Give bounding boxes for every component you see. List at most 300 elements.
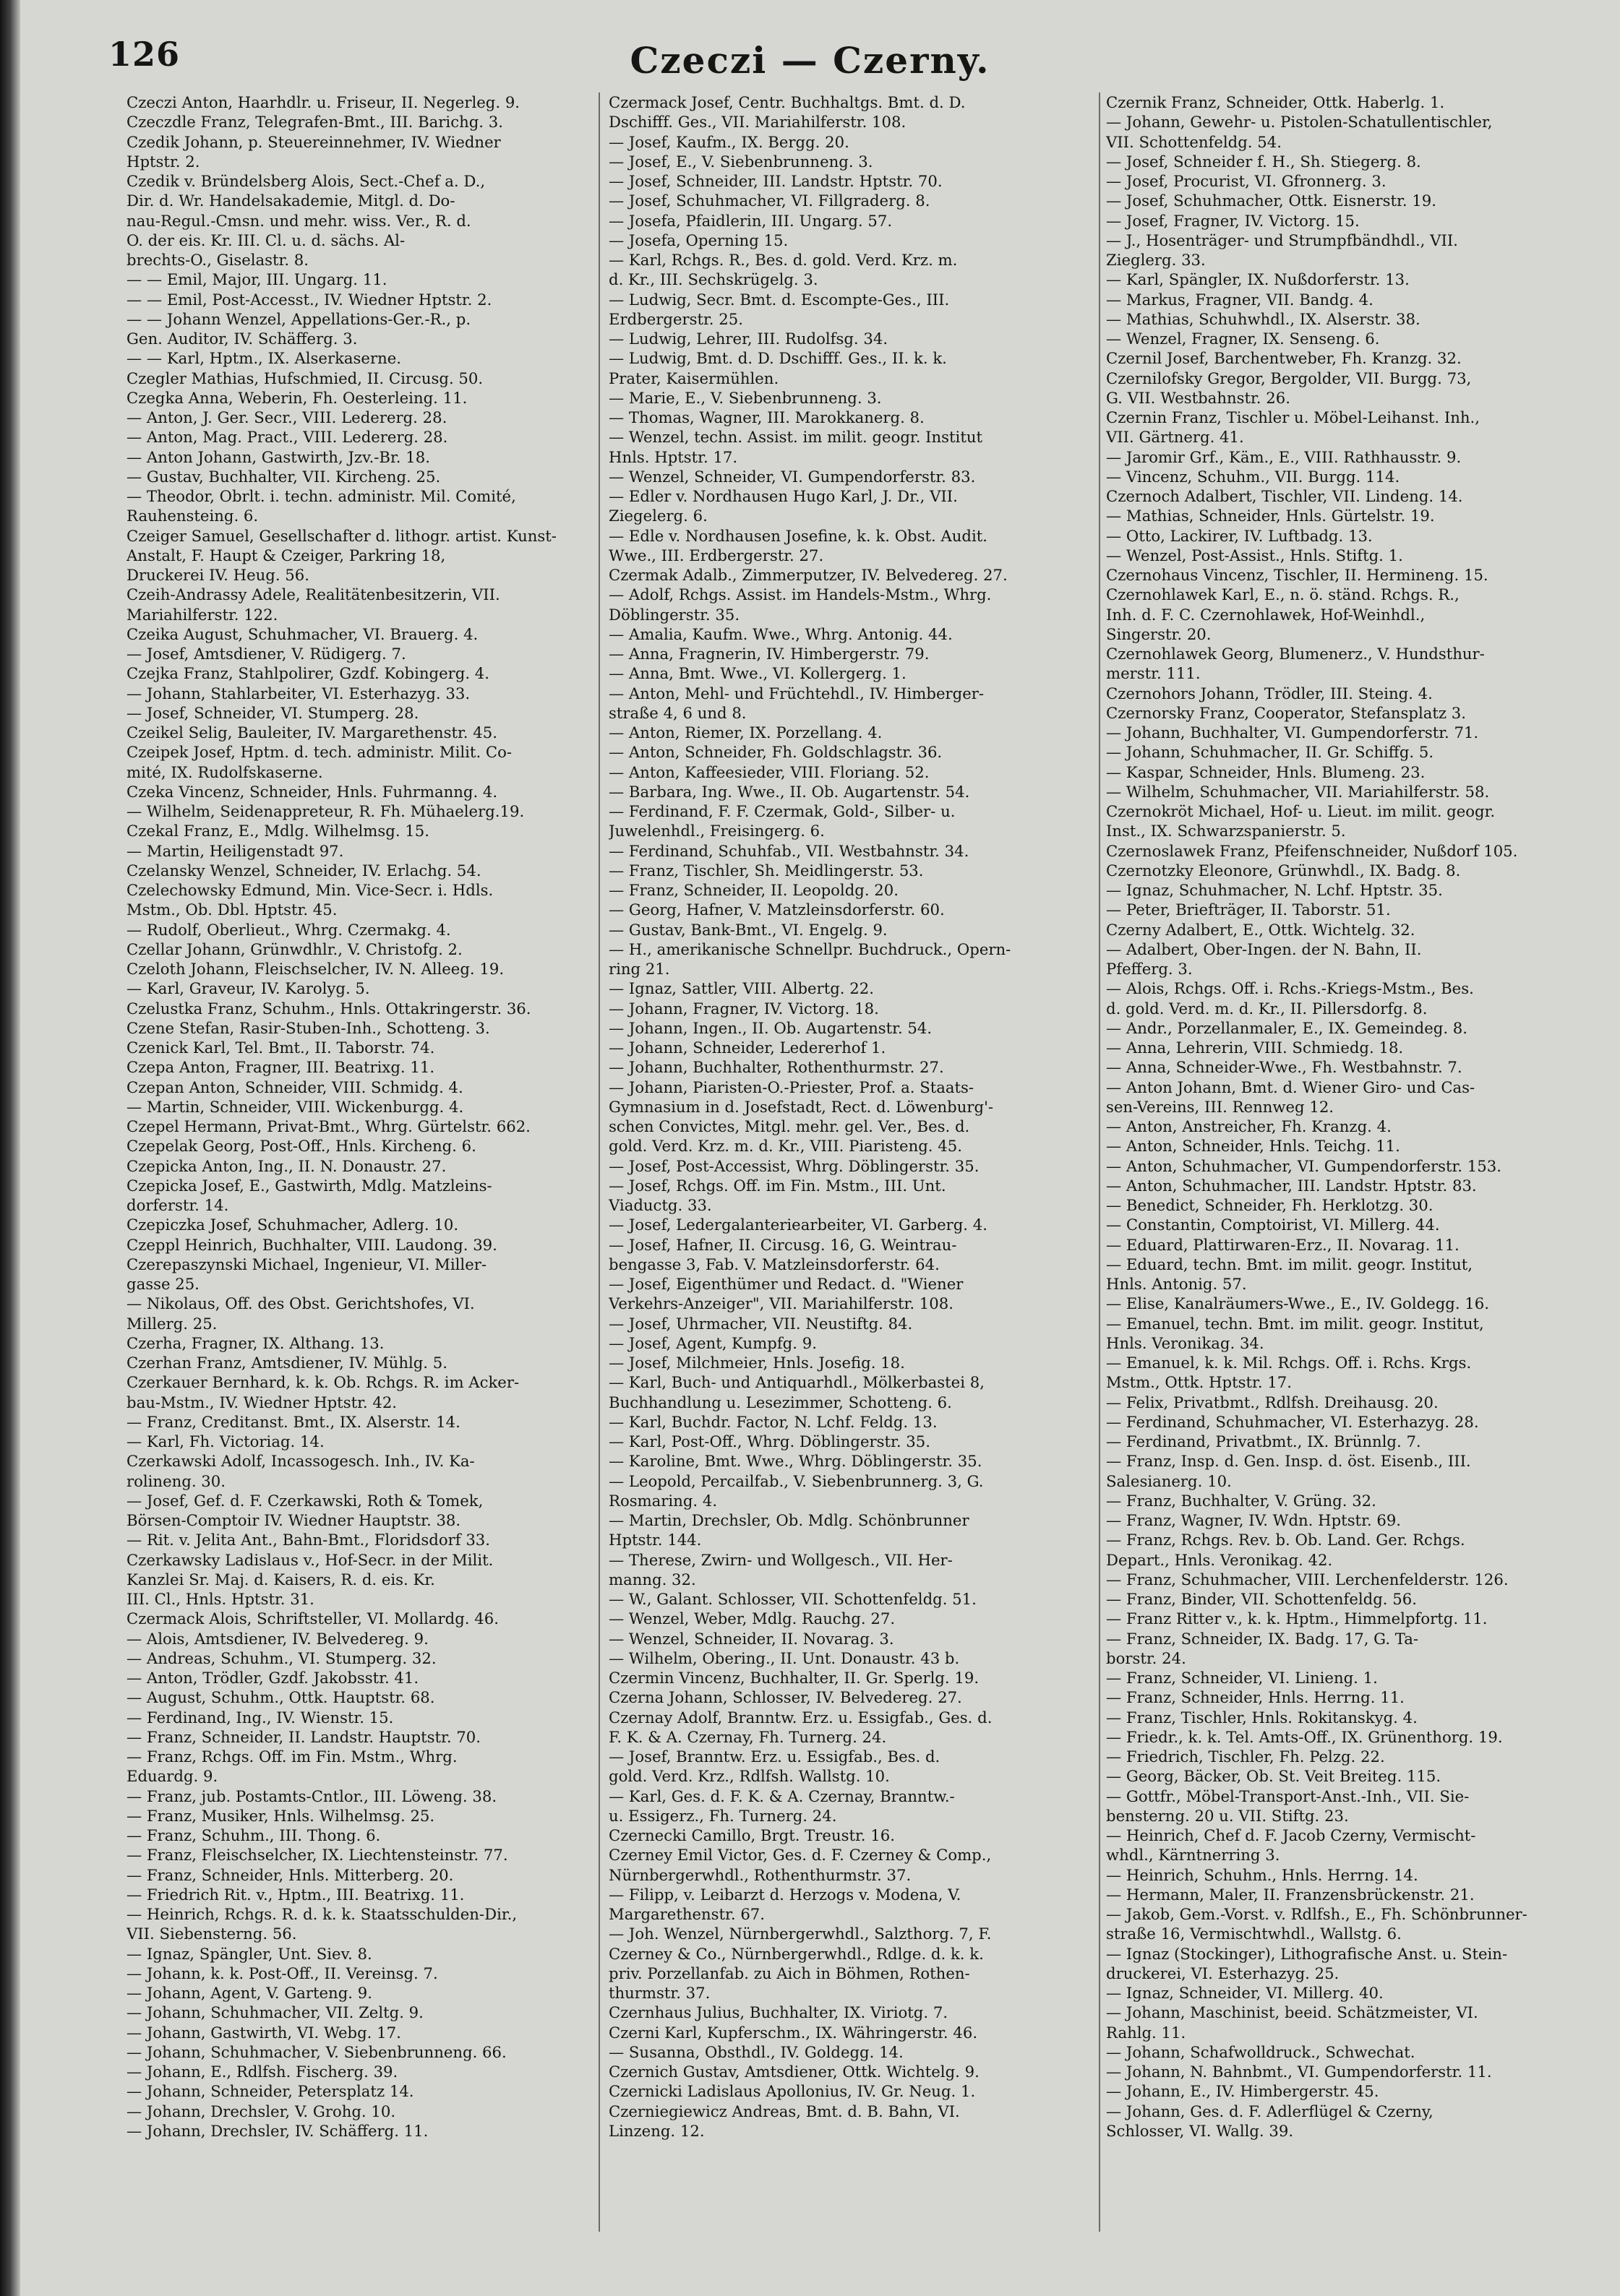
directory-line: — Wenzel, Schneider, VI. Gumpendorferstr. 83. xyxy=(609,467,976,486)
directory-line: Czelechowsky Edmund, Min. Vice-Secr. i. Hdls. xyxy=(127,881,494,899)
directory-line: Singerstr. 20. xyxy=(1106,624,1212,643)
directory-line: — Franz, Fleischselcher, IX. Liechtensteinstr. 77. xyxy=(127,1846,508,1865)
column-divider xyxy=(599,93,600,2232)
directory-line: Czernin Franz, Tischler u. Möbel-Leihanst. Inh., xyxy=(1106,408,1480,426)
directory-line: — Josef, Ledergalanteriearbeiter, VI. Garberg. 4. xyxy=(609,1216,987,1234)
directory-line: Kanzlei Sr. Maj. d. Kaisers, R. d. eis. Kr. xyxy=(127,1570,435,1588)
directory-line: Czermack Alois, Schriftsteller, VI. Mollardg. 46. xyxy=(127,1609,499,1628)
directory-line: Czernoslawek Franz, Pfeifenschneider, Nußdorf 105. xyxy=(1106,841,1518,860)
directory-line: — Karl, Ges. d. F. K. & A. Czernay, Branntw.- xyxy=(609,1787,955,1805)
directory-line: — Anton, Schuhmacher, VI. Gumpendorferstr. 153. xyxy=(1106,1156,1501,1175)
directory-line: — Constantin, Comptoirist, VI. Millerg. 44. xyxy=(1106,1216,1440,1234)
directory-line: Döblingerstr. 35. xyxy=(609,605,740,624)
directory-line: Czernohlawek Georg, Blumenerz., V. Hundsthur- xyxy=(1106,645,1485,663)
directory-line: Erdbergerstr. 25. xyxy=(609,309,743,328)
directory-line: — Ferdinand, Schuhfab., VII. Westbahnstr. 34. xyxy=(609,841,969,860)
directory-line: — Wilhelm, Seidenappreteur, R. Fh. Mühaelerg.19. xyxy=(127,802,525,820)
directory-line: d. gold. Verd. m. d. Kr., II. Pillersdorfg. 8. xyxy=(1106,999,1428,1018)
directory-line: — Franz, Rchgs. Rev. b. Ob. Land. Ger. Rchgs. xyxy=(1106,1531,1465,1549)
directory-line: Depart., Hnls. Veronikag. 42. xyxy=(1106,1550,1333,1569)
directory-line: — Gustav, Buchhalter, VII. Kircheng. 25. xyxy=(127,467,441,486)
directory-line: — Franz, Schuhm., III. Thong. 6. xyxy=(127,1826,381,1844)
directory-line: — Josef, Fragner, IV. Victorg. 15. xyxy=(1106,211,1360,230)
directory-line: Czeppl Heinrich, Buchhalter, VIII. Laudong. 39. xyxy=(127,1235,497,1254)
directory-line: G. VII. Westbahnstr. 26. xyxy=(1106,388,1290,407)
directory-line: Czepiczka Josef, Schuhmacher, Adlerg. 10. xyxy=(127,1216,459,1234)
directory-line: priv. Porzellanfab. zu Aich in Böhmen, Rothen- xyxy=(609,1964,970,1982)
directory-line: — Ferdinand, F. F. Czermak, Gold-, Silber- u. xyxy=(609,802,956,820)
directory-line: bensterng. 20 u. VII. Stiftg. 23. xyxy=(1106,1806,1349,1825)
directory-line: bengasse 3, Fab. V. Matzleinsdorferstr. 64. xyxy=(609,1255,940,1273)
directory-line: — Andreas, Schuhm., VI. Stumperg. 32. xyxy=(127,1648,437,1667)
directory-line: — Eduard, Plattirwaren-Erz., II. Novarag. 11. xyxy=(1106,1235,1460,1254)
directory-line: — Franz, Schneider, Hnls. Mitterberg. 20. xyxy=(127,1865,454,1884)
directory-line: — Friedrich, Tischler, Fh. Pelzg. 22. xyxy=(1106,1747,1385,1766)
directory-line: — Ignaz, Spängler, Unt. Siev. 8. xyxy=(127,1944,372,1963)
directory-line: — Johann, Agent, V. Garteng. 9. xyxy=(127,1984,372,2002)
directory-line: Hnls. Veronikag. 34. xyxy=(1106,1333,1264,1352)
directory-line: — H., amerikanische Schnellpr. Buchdruck., Opern- xyxy=(609,940,1011,958)
directory-line: Czermak Adalb., Zimmerputzer, IV. Belvedereg. 27. xyxy=(609,566,1008,584)
directory-line: III. Cl., Hnls. Hptstr. 31. xyxy=(127,1590,314,1608)
directory-line: VII. Siebensterng. 56. xyxy=(127,1925,297,1943)
directory-line: — Karl, Buchdr. Factor, N. Lchf. Feldg. 13. xyxy=(609,1412,938,1431)
column-middle xyxy=(609,93,1094,2261)
directory-line: — Wilhelm, Obering., II. Unt. Donaustr. 43 b. xyxy=(609,1648,960,1667)
directory-line: VII. Gärtnerg. 41. xyxy=(1106,428,1244,447)
directory-line: Mstm., Ob. Dbl. Hptstr. 45. xyxy=(127,900,338,919)
directory-line: — Karl, Buch- und Antiquarhdl., Mölkerbastei 8, xyxy=(609,1373,985,1392)
directory-line: VII. Schottenfeldg. 54. xyxy=(1106,132,1282,151)
directory-line: Czeikel Selig, Bauleiter, IV. Margarethenstr. 45. xyxy=(127,723,497,741)
directory-line: — Nikolaus, Off. des Obst. Gerichtshofes, VI. xyxy=(127,1294,475,1313)
directory-line: — Wenzel, Fragner, IX. Senseng. 6. xyxy=(1106,330,1380,348)
directory-line: — August, Schuhm., Ottk. Hauptstr. 68. xyxy=(127,1688,435,1707)
directory-line: — Georg, Hafner, V. Matzleinsdorferstr. 60. xyxy=(609,900,945,919)
directory-line: Czegka Anna, Weberin, Fh. Oesterleing. 11. xyxy=(127,388,468,407)
directory-line: u. Essigerz., Fh. Turnerg. 24. xyxy=(609,1806,837,1825)
directory-line: — Anna, Bmt. Wwe., VI. Kollergerg. 1. xyxy=(609,664,907,683)
directory-line: — Wenzel, techn. Assist. im milit. geogr. Institut xyxy=(609,428,983,447)
directory-line: — Johann, E., IV. Himbergerstr. 45. xyxy=(1106,2082,1379,2101)
directory-line: — Alois, Rchgs. Off. i. Rchs.-Kriegs-Mstm., Bes. xyxy=(1106,979,1474,998)
directory-line: — Anton, Schneider, Fh. Goldschlagstr. 36. xyxy=(609,743,943,762)
directory-line: — Franz, Tischler, Sh. Meidlingerstr. 53. xyxy=(609,861,924,880)
directory-line: — Johann, Buchhalter, VI. Gumpendorferstr. 71. xyxy=(1106,723,1479,741)
directory-line: — Heinrich, Chef d. F. Jacob Czerny, Vermischt- xyxy=(1106,1826,1476,1844)
directory-line: Hnls. Hptstr. 17. xyxy=(609,447,738,466)
directory-line: — Anton, Schneider, Hnls. Teichg. 11. xyxy=(1106,1137,1400,1156)
directory-line: — Felix, Privatbmt., Rdlfsh. Dreihausg. 20. xyxy=(1106,1393,1439,1411)
directory-line: Czeih-Andrassy Adele, Realitätenbesitzerin, VII. xyxy=(127,585,500,604)
directory-line: — Franz, Rchgs. Off. im Fin. Mstm., Whrg. xyxy=(127,1747,458,1766)
directory-line: Rahlg. 11. xyxy=(1106,2023,1186,2042)
directory-line: — Karl, Graveur, IV. Karolyg. 5. xyxy=(127,979,370,998)
directory-line: — Jaromir Grf., Käm., E., VIII. Rathhausstr. 9. xyxy=(1106,447,1462,466)
directory-line: Dschifff. Ges., VII. Mariahilferstr. 108. xyxy=(609,113,907,132)
directory-line: — Josef, Schneider, III. Landstr. Hptstr. 70. xyxy=(609,172,943,190)
directory-line: — Andr., Porzellanmaler, E., IX. Gemeindeg. 8. xyxy=(1106,1018,1468,1037)
directory-line: — Franz, Schneider, II. Landstr. Hauptstr. 70. xyxy=(127,1727,481,1746)
directory-line: Eduardg. 9. xyxy=(127,1767,218,1786)
directory-line: borstr. 24. xyxy=(1106,1648,1186,1667)
directory-line: — Kaspar, Schneider, Hnls. Blumeng. 23. xyxy=(1106,762,1426,781)
directory-line: Salesianerg. 10. xyxy=(1106,1471,1232,1490)
directory-line: — Johann, Schuhmacher, VII. Zeltg. 9. xyxy=(127,2003,424,2022)
directory-line: — J., Hosenträger- und Strumpfbändhdl., VII. xyxy=(1106,231,1458,249)
directory-line: Czeczdle Franz, Telegrafen-Bmt., III. Barichg. 3. xyxy=(127,113,503,132)
directory-line: — Anton, Anstreicher, Fh. Kranzg. 4. xyxy=(1106,1117,1392,1135)
directory-line: Czelansky Wenzel, Schneider, IV. Erlachg. 54. xyxy=(127,861,481,880)
directory-line: Juwelenhdl., Freisingerg. 6. xyxy=(609,822,825,840)
directory-line: — Karoline, Bmt. Wwe., Whrg. Döblingerstr. 35. xyxy=(609,1452,982,1471)
directory-line: Millerg. 25. xyxy=(127,1314,218,1333)
directory-line: rolineng. 30. xyxy=(127,1471,226,1490)
column-left xyxy=(127,93,562,2261)
directory-line: — Wenzel, Schneider, II. Novarag. 3. xyxy=(609,1629,894,1648)
directory-line: Druckerei IV. Heug. 56. xyxy=(127,566,310,584)
directory-line: Nürnbergerwhdl., Rothenthurmstr. 37. xyxy=(609,1865,912,1884)
directory-line: — Johann, Schuhmacher, V. Siebenbrunneng. 66. xyxy=(127,2042,507,2061)
directory-line: — Martin, Heiligenstadt 97. xyxy=(127,841,344,860)
directory-line: Czernecki Camillo, Brgt. Treustr. 16. xyxy=(609,1826,895,1844)
directory-line: — Peter, Briefträger, II. Taborstr. 51. xyxy=(1106,900,1391,919)
directory-line: — Josefa, Pfaidlerin, III. Ungarg. 57. xyxy=(609,211,893,230)
directory-line: — Franz, Wagner, IV. Wdn. Hptstr. 69. xyxy=(1106,1511,1402,1529)
directory-line: — W., Galant. Schlosser, VII. Schottenfeldg. 51. xyxy=(609,1590,977,1608)
directory-line: — Johann, E., Rdlfsh. Fischerg. 39. xyxy=(127,2063,398,2081)
directory-line: Czernohaus Vincenz, Tischler, II. Hermineng. 15. xyxy=(1106,566,1488,584)
directory-line: — Theodor, Obrlt. i. techn. administr. Mil. Comité, xyxy=(127,487,516,505)
directory-line: Rosmaring. 4. xyxy=(609,1491,718,1510)
directory-line: — Markus, Fragner, VII. Bandg. 4. xyxy=(1106,290,1373,309)
directory-line: — Marie, E., V. Siebenbrunneng. 3. xyxy=(609,388,882,407)
directory-line: Czeiger Samuel, Gesellschafter d. lithogr. artist. Kunst- xyxy=(127,526,557,545)
directory-line: — Josef, Amtsdiener, V. Rüdigerg. 7. xyxy=(127,645,406,663)
directory-line: Czelustka Franz, Schuhm., Hnls. Ottakringerstr. 36. xyxy=(127,999,531,1018)
directory-line: — Johann, Gastwirth, VI. Webg. 17. xyxy=(127,2023,401,2042)
directory-line: Czerna Johann, Schlosser, IV. Belvedereg. 27. xyxy=(609,1688,962,1707)
directory-line: Czepan Anton, Schneider, VIII. Schmidg. 4. xyxy=(127,1078,463,1096)
directory-line: Czeka Vincenz, Schneider, Hnls. Fuhrmanng. 4. xyxy=(127,782,498,801)
directory-line: — Gottfr., Möbel-Transport-Anst.-Inh., VII. Sie- xyxy=(1106,1787,1470,1805)
directory-line: Czegler Mathias, Hufschmied, II. Circusg. 50. xyxy=(127,369,484,387)
directory-line: Czedik v. Bründelsberg Alois, Sect.-Chef a. D., xyxy=(127,172,486,190)
directory-line: — Karl, Fh. Victoriag. 14. xyxy=(127,1432,325,1450)
directory-line: manng. 32. xyxy=(609,1570,696,1588)
directory-line: — Josef, E., V. Siebenbrunneng. 3. xyxy=(609,152,873,171)
directory-line: Czernoch Adalbert, Tischler, VII. Lindeng. 14. xyxy=(1106,487,1463,505)
directory-line: — Josef, Eigenthümer und Redact. d. "Wiener xyxy=(609,1275,964,1293)
directory-line: — Ignaz, Sattler, VIII. Albertg. 22. xyxy=(609,979,874,998)
directory-line: Czernhaus Julius, Buchhalter, IX. Viriotg. 7. xyxy=(609,2003,948,2022)
directory-line: — Filipp, v. Leibarzt d. Herzogs v. Modena, V. xyxy=(609,1885,961,1904)
directory-line: Czeipek Josef, Hptm. d. tech. administr. Milit. Co- xyxy=(127,743,513,762)
directory-line: — Josef, Branntw. Erz. u. Essigfab., Bes. d. xyxy=(609,1747,940,1766)
directory-line: — Emanuel, k. k. Mil. Rchgs. Off. i. Rchs. Krgs. xyxy=(1106,1354,1472,1372)
directory-line: — Josef, Schuhmacher, VI. Fillgraderg. 8. xyxy=(609,192,930,210)
directory-line: — Jakob, Gem.-Vorst. v. Rdlfsh., E., Fh. Schönbrunner- xyxy=(1106,1905,1527,1923)
directory-line: — Johann, Ges. d. F. Adlerflügel & Czerny, xyxy=(1106,2102,1433,2120)
directory-line: Hptstr. 144. xyxy=(609,1531,702,1549)
directory-line: — Johann, Schneider, Petersplatz 14. xyxy=(127,2082,414,2101)
directory-line: — Johann, Maschinist, beeid. Schätzmeister, VI. xyxy=(1106,2003,1478,2022)
directory-line: Dir. d. Wr. Handelsakademie, Mitgl. d. Do- xyxy=(127,192,455,210)
directory-line: Czerkawsky Ladislaus v., Hof-Secr. in der Milit. xyxy=(127,1550,494,1569)
directory-line: merstr. 111. xyxy=(1106,664,1201,683)
directory-line: bau-Mstm., IV. Wiedner Hptstr. 42. xyxy=(127,1393,398,1411)
directory-line: — Rit. v. Jelita Ant., Bahn-Bmt., Floridsdorf 33. xyxy=(127,1531,491,1549)
directory-line: — Elise, Kanalräumers-Wwe., E., IV. Goldegg. 16. xyxy=(1106,1294,1489,1313)
directory-line: Buchhandlung u. Lesezimmer, Schotteng. 6. xyxy=(609,1393,952,1411)
directory-line: Inst., IX. Schwarzspanierstr. 5. xyxy=(1106,822,1346,840)
directory-line: — Friedrich Rit. v., Hptm., III. Beatrixg. 11. xyxy=(127,1885,465,1904)
directory-line: — Rudolf, Oberlieut., Whrg. Czermakg. 4. xyxy=(127,920,451,939)
directory-line: d. Kr., III. Sechskrügelg. 3. xyxy=(609,270,818,289)
directory-line: — Edler v. Nordhausen Hugo Karl, J. Dr., VII. xyxy=(609,487,958,505)
directory-line: Pfefferg. 3. xyxy=(1106,960,1193,978)
directory-line: Czermack Josef, Centr. Buchhaltgs. Bmt. d. D. xyxy=(609,93,966,111)
directory-line: Mariahilferstr. 122. xyxy=(127,605,278,624)
directory-line: — Josef, Milchmeier, Hnls. Josefig. 18. xyxy=(609,1354,905,1372)
directory-line: — Josef, Procurist, VI. Gfronnerg. 3. xyxy=(1106,172,1387,190)
directory-line: gasse 25. xyxy=(127,1275,200,1293)
directory-line: — Josef, Gef. d. F. Czerkawski, Roth & Tomek, xyxy=(127,1491,484,1510)
directory-line: — Johann, Drechsler, V. Grohg. 10. xyxy=(127,2102,396,2120)
directory-line: — Ferdinand, Schuhmacher, VI. Esterhazyg. 28. xyxy=(1106,1412,1479,1431)
directory-line: — Anton Johann, Bmt. d. Wiener Giro- und Cas- xyxy=(1106,1078,1475,1096)
directory-line: Czernich Gustav, Amtsdiener, Ottk. Wichtelg. 9. xyxy=(609,2063,980,2081)
directory-line: — Franz, Schneider, IX. Badg. 17, G. Ta- xyxy=(1106,1629,1419,1648)
directory-line: — Franz, jub. Postamts-Cntlor., III. Löweng. 38. xyxy=(127,1787,497,1805)
directory-line: — Ferdinand, Ing., IV. Wienstr. 15. xyxy=(127,1708,394,1727)
directory-line: Czepa Anton, Fragner, III. Beatrixg. 11. xyxy=(127,1058,435,1077)
directory-line: — Ludwig, Secr. Bmt. d. Escompte-Ges., III. xyxy=(609,290,950,309)
directory-line: Verkehrs-Anzeiger", VII. Mariahilferstr. 108. xyxy=(609,1294,953,1313)
directory-line: — Edle v. Nordhausen Josefine, k. k. Obst. Audit. xyxy=(609,526,988,545)
directory-line: Börsen-Comptoir IV. Wiedner Hauptstr. 38. xyxy=(127,1511,461,1529)
page-header xyxy=(0,29,1620,94)
directory-line: — Gustav, Bank-Bmt., VI. Engelg. 9. xyxy=(609,920,888,939)
directory-line: Czeczi Anton, Haarhdlr. u. Friseur, II. Negerleg. 9. xyxy=(127,93,520,111)
directory-line: Czepel Hermann, Privat-Bmt., Whrg. Gürtelstr. 662. xyxy=(127,1117,531,1135)
directory-line: Czerha, Fragner, IX. Althang. 13. xyxy=(127,1333,385,1352)
directory-line: — Josef, Hafner, II. Circusg. 16, G. Weintrau- xyxy=(609,1235,957,1254)
directory-line: — Franz, Binder, VII. Schottenfeldg. 56. xyxy=(1106,1590,1417,1608)
directory-line: — Anton, Schuhmacher, III. Landstr. Hptstr. 83. xyxy=(1106,1176,1477,1195)
directory-line: — Heinrich, Rchgs. R. d. k. k. Staatsschulden-Dir., xyxy=(127,1905,518,1923)
directory-line: Czedik Johann, p. Steuereinnehmer, IV. Wiedner xyxy=(127,132,501,151)
directory-line: — Wilhelm, Schuhmacher, VII. Mariahilferstr. 58. xyxy=(1106,782,1490,801)
directory-line: — Georg, Bäcker, Ob. St. Veit Breiteg. 115. xyxy=(1106,1767,1441,1786)
directory-line: — Therese, Zwirn- und Wollgesch., VII. Her- xyxy=(609,1550,953,1569)
directory-line: Czernil Josef, Barchentweber, Fh. Kranzg. 32. xyxy=(1106,349,1462,368)
directory-line: Czenick Karl, Tel. Bmt., II. Taborstr. 74. xyxy=(127,1039,435,1057)
directory-line: Czernohors Johann, Trödler, III. Steing. 4. xyxy=(1106,684,1433,702)
directory-line: Czepicka Josef, E., Gastwirth, Mdlg. Matzleins- xyxy=(127,1176,492,1195)
directory-line: — Johann, Piaristen-O.-Priester, Prof. a. Staats- xyxy=(609,1078,974,1096)
directory-line: Viaductg. 33. xyxy=(609,1196,712,1214)
directory-line: — Karl, Post-Off., Whrg. Döblingerstr. 35. xyxy=(609,1432,930,1450)
directory-line: — Franz, Schneider, II. Leopoldg. 20. xyxy=(609,881,899,899)
directory-line: — Johann, k. k. Post-Off., II. Vereinsg. 7. xyxy=(127,1964,438,1982)
directory-line: — Johann, Schuhmacher, II. Gr. Schiffg. 5. xyxy=(1106,743,1434,762)
directory-line: O. der eis. Kr. III. Cl. u. d. sächs. Al- xyxy=(127,231,406,249)
directory-line: gold. Verd. Krz., Rdlfsh. Wallstg. 10. xyxy=(609,1767,890,1786)
directory-line: — Josef, Rchgs. Off. im Fin. Mstm., III. Unt. xyxy=(609,1176,946,1195)
directory-line: nau-Regul.-Cmsn. und mehr. wiss. Ver., R. d. xyxy=(127,211,471,230)
directory-line: — Amalia, Kaufm. Wwe., Whrg. Antonig. 44. xyxy=(609,624,953,643)
directory-line: Czernay Adolf, Branntw. Erz. u. Essigfab., Ges. d. xyxy=(609,1708,993,1727)
directory-line: — Benedict, Schneider, Fh. Herklotzg. 30. xyxy=(1106,1196,1433,1214)
directory-line: ring 21. xyxy=(609,960,670,978)
directory-line: Inh. d. F. C. Czernohlawek, Hof-Weinhdl., xyxy=(1106,605,1426,624)
directory-line: Czerney & Co., Nürnbergerwhdl., Rdlge. d. k. k. xyxy=(609,1944,984,1963)
directory-line: — Johann, Buchhalter, Rothenthurmstr. 27. xyxy=(609,1058,944,1077)
directory-line: — Anton, Trödler, Gzdf. Jakobsstr. 41. xyxy=(127,1669,419,1687)
directory-line: — Franz, Musiker, Hnls. Wilhelmsg. 25. xyxy=(127,1806,435,1825)
directory-line: Prater, Kaisermühlen. xyxy=(609,369,779,387)
directory-line: — Karl, Spängler, IX. Nußdorferstr. 13. xyxy=(1106,270,1410,289)
directory-line: — Franz Ritter v., k. k. Hptm., Himmelpfortg. 11. xyxy=(1106,1609,1488,1628)
directory-line: Rauhensteing. 6. xyxy=(127,507,259,525)
directory-line: — Adalbert, Ober-Ingen. der N. Bahn, II. xyxy=(1106,940,1422,958)
running-head: Czeczi — Czerny. xyxy=(630,39,990,82)
directory-line: Czerniegiewicz Andreas, Bmt. d. B. Bahn, VI. xyxy=(609,2102,960,2120)
directory-line: Czerepaszynski Michael, Ingenieur, VI. Miller- xyxy=(127,1255,487,1273)
directory-line: — Hermann, Maler, II. Franzensbrückenstr. 21. xyxy=(1106,1885,1475,1904)
directory-line: — Anton, Kaffeesieder, VIII. Floriang. 52. xyxy=(609,762,930,781)
directory-line: — Ignaz, Schuhmacher, N. Lchf. Hptstr. 35. xyxy=(1106,881,1443,899)
directory-line: Czene Stefan, Rasir-Stuben-Inh., Schotteng. 3. xyxy=(127,1018,490,1037)
directory-line: — Johann, N. Bahnbmt., VI. Gumpendorferstr. 11. xyxy=(1106,2063,1492,2081)
column-divider xyxy=(1099,93,1100,2232)
directory-line: — — Karl, Hptm., IX. Alserkaserne. xyxy=(127,349,401,368)
directory-line: — Franz, Buchhalter, V. Grüng. 32. xyxy=(1106,1491,1376,1510)
directory-line: brechts-O., Giselastr. 8. xyxy=(127,251,309,269)
directory-line: — Mathias, Schneider, Hnls. Gürtelstr. 19. xyxy=(1106,507,1435,525)
directory-line: Czellar Johann, Grünwdhlr., V. Christofg. 2. xyxy=(127,940,463,958)
directory-line: Czernokröt Michael, Hof- u. Lieut. im milit. geogr. xyxy=(1106,802,1496,820)
directory-line: — Eduard, techn. Bmt. im milit. geogr. Institut, xyxy=(1106,1255,1473,1273)
directory-line: — Mathias, Schuhwhdl., IX. Alserstr. 38. xyxy=(1106,309,1420,328)
directory-line: — Johann, Drechsler, IV. Schäfferg. 11. xyxy=(127,2121,429,2140)
directory-line: — Johann, Gewehr- u. Pistolen-Schatullentischler, xyxy=(1106,113,1493,132)
directory-line: — Wenzel, Weber, Mdlg. Rauchg. 27. xyxy=(609,1609,896,1628)
directory-line: — Josef, Schuhmacher, Ottk. Eisnerstr. 19. xyxy=(1106,192,1436,210)
directory-line: Czeloth Johann, Fleischselcher, IV. N. Alleeg. 19. xyxy=(127,960,505,978)
directory-line: — — Johann Wenzel, Appellations-Ger.-R., p. xyxy=(127,309,471,328)
directory-line: dorferstr. 14. xyxy=(127,1196,229,1214)
directory-line: Czernilofsky Gregor, Bergolder, VII. Burgg. 73, xyxy=(1106,369,1472,387)
directory-line: Schlosser, VI. Wallg. 39. xyxy=(1106,2121,1294,2140)
directory-line: — Johann, Schneider, Ledererhof 1. xyxy=(609,1039,886,1057)
directory-line: F. K. & A. Czernay, Fh. Turnerg. 24. xyxy=(609,1727,887,1746)
directory-line: Czerkauer Bernhard, k. k. Ob. Rchgs. R. im Acker- xyxy=(127,1373,520,1392)
directory-line: thurmstr. 37. xyxy=(609,1984,711,2002)
directory-line: — Anna, Lehrerin, VIII. Schmiedg. 18. xyxy=(1106,1039,1404,1057)
directory-line: Wwe., III. Erdbergerstr. 27. xyxy=(609,546,824,564)
directory-line: — Joh. Wenzel, Nürnbergerwhdl., Salzthorg. 7, F. xyxy=(609,1925,992,1943)
directory-line: Czernotzky Eleonore, Grünwhdl., IX. Badg. 8. xyxy=(1106,861,1461,880)
directory-line: — Franz, Schneider, VI. Linieng. 1. xyxy=(1106,1669,1378,1687)
directory-line: — — Emil, Major, III. Ungarg. 11. xyxy=(127,270,387,289)
directory-line: straße 16, Vermischtwhdl., Wallstg. 6. xyxy=(1106,1925,1402,1943)
page-number: 126 xyxy=(108,35,181,74)
directory-line: Czernik Franz, Schneider, Ottk. Haberlg. 1. xyxy=(1106,93,1445,111)
directory-line: — Otto, Lackirer, IV. Luftbadg. 13. xyxy=(1106,526,1373,545)
directory-line: — Susanna, Obsthdl., IV. Goldegg. 14. xyxy=(609,2042,904,2061)
directory-line: — Franz, Tischler, Hnls. Rokitanskyg. 4. xyxy=(1106,1708,1418,1727)
directory-line: Czerkawski Adolf, Incassogesch. Inh., IV. Ka- xyxy=(127,1452,475,1471)
directory-line: — Barbara, Ing. Wwe., II. Ob. Augartenstr. 54. xyxy=(609,782,970,801)
directory-line: mité, IX. Rudolfskaserne. xyxy=(127,762,323,781)
directory-line: — Franz, Schuhmacher, VIII. Lerchenfelderstr. 126. xyxy=(1106,1570,1509,1588)
directory-line: schen Convictes, Mitgl. mehr. gel. Ver., Bes. d. xyxy=(609,1117,970,1135)
directory-line: Czepicka Anton, Ing., II. N. Donaustr. 27. xyxy=(127,1156,447,1175)
directory-line: Hnls. Antonig. 57. xyxy=(1106,1275,1247,1293)
directory-line: — Josef, Uhrmacher, VII. Neustiftg. 84. xyxy=(609,1314,913,1333)
directory-line: — Anton, Riemer, IX. Porzellang. 4. xyxy=(609,723,883,741)
directory-line: Ziegelerg. 6. xyxy=(609,507,708,525)
directory-line: Czerhan Franz, Amtsdiener, IV. Mühlg. 5. xyxy=(127,1354,447,1372)
directory-line: — Franz, Creditanst. Bmt., IX. Alserstr. 14. xyxy=(127,1412,460,1431)
directory-line: — Anna, Schneider-Wwe., Fh. Westbahnstr. 7. xyxy=(1106,1058,1462,1077)
directory-line: — Anton, Mehl- und Früchtehdl., IV. Himberger- xyxy=(609,684,985,702)
directory-line: — Johann, Stahlarbeiter, VI. Esterhazyg. 33. xyxy=(127,684,471,702)
directory-line: Mstm., Ottk. Hptstr. 17. xyxy=(1106,1373,1292,1392)
directory-line: — Johann, Schafwolldruck., Schwechat. xyxy=(1106,2042,1415,2061)
directory-line: Czernorsky Franz, Cooperator, Stefansplatz 3. xyxy=(1106,703,1467,722)
directory-line: — Martin, Drechsler, Ob. Mdlg. Schönbrunner xyxy=(609,1511,969,1529)
directory-line: druckerei, VI. Esterhazyg. 25. xyxy=(1106,1964,1340,1982)
directory-line: straße 4, 6 und 8. xyxy=(609,703,747,722)
directory-line: Czejka Franz, Stahlpolirer, Gzdf. Kobingerg. 4. xyxy=(127,664,490,683)
directory-line: — Josefa, Operning 15. xyxy=(609,231,789,249)
directory-line: — Josef, Kaufm., IX. Bergg. 20. xyxy=(609,132,849,151)
directory-line: — Friedr., k. k. Tel. Amts-Off., IX. Grünenthorg. 19. xyxy=(1106,1727,1503,1746)
directory-line: Gen. Auditor, IV. Schäfferg. 3. xyxy=(127,330,358,348)
directory-line: — Johann, Fragner, IV. Victorg. 18. xyxy=(609,999,879,1018)
directory-line: — Josef, Schneider f. H., Sh. Stiegerg. 8. xyxy=(1106,152,1421,171)
directory-line: gold. Verd. Krz. m. d. Kr., VIII. Piaristeng. 45. xyxy=(609,1137,962,1156)
directory-line: — Anton, J. Ger. Secr., VIII. Ledererg. 28. xyxy=(127,408,447,426)
directory-line: Czepelak Georg, Post-Off., Hnls. Kircheng. 6. xyxy=(127,1137,476,1156)
directory-line: Czernicki Ladislaus Apollonius, IV. Gr. Neug. 1. xyxy=(609,2082,976,2101)
directory-line: — Alois, Amtsdiener, IV. Belvedereg. 9. xyxy=(127,1629,429,1648)
directory-line: — Ignaz, Schneider, VI. Millerg. 40. xyxy=(1106,1984,1384,2002)
directory-line: — Anton, Mag. Pract., VIII. Ledererg. 28. xyxy=(127,428,448,447)
directory-line: — Karl, Rchgs. R., Bes. d. gold. Verd. Krz. m. xyxy=(609,251,958,269)
directory-line: — Josef, Post-Accessist, Whrg. Döblingerstr. 35. xyxy=(609,1156,980,1175)
column-right xyxy=(1106,93,1543,2261)
directory-line: Gymnasium in d. Josefstadt, Rect. d. Löwenburg'- xyxy=(609,1097,994,1116)
directory-line: — Leopold, Percailfab., V. Siebenbrunnerg. 3, G. xyxy=(609,1471,984,1490)
directory-line: — Anton Johann, Gastwirth, Jzv.-Br. 18. xyxy=(127,447,430,466)
directory-line: Czerney Emil Victor, Ges. d. F. Czerney & Comp., xyxy=(609,1846,992,1865)
directory-line: — Ignaz (Stockinger), Lithografische Anst. u. Stein- xyxy=(1106,1944,1508,1963)
directory-line: Anstalt, F. Haupt & Czeiger, Parkring 18, xyxy=(127,546,446,564)
directory-line: — Josef, Agent, Kumpfg. 9. xyxy=(609,1333,817,1352)
directory-line: Zieglerg. 33. xyxy=(1106,251,1206,269)
directory-line: — — Emil, Post-Accesst., IV. Wiedner Hptstr. 2. xyxy=(127,290,492,309)
directory-line: — Josef, Schneider, VI. Stumperg. 28. xyxy=(127,703,419,722)
directory-line: — Wenzel, Post-Assist., Hnls. Stiftg. 1. xyxy=(1106,546,1403,564)
directory-line: Czermin Vincenz, Buchhalter, II. Gr. Sperlg. 19. xyxy=(609,1669,980,1687)
directory-line: — Franz, Insp. d. Gen. Insp. d. öst. Eisenb., III. xyxy=(1106,1452,1471,1471)
directory-line: — Johann, Ingen., II. Ob. Augartenstr. 54. xyxy=(609,1018,933,1037)
directory-line: — Emanuel, techn. Bmt. im milit. geogr. Institut, xyxy=(1106,1314,1484,1333)
